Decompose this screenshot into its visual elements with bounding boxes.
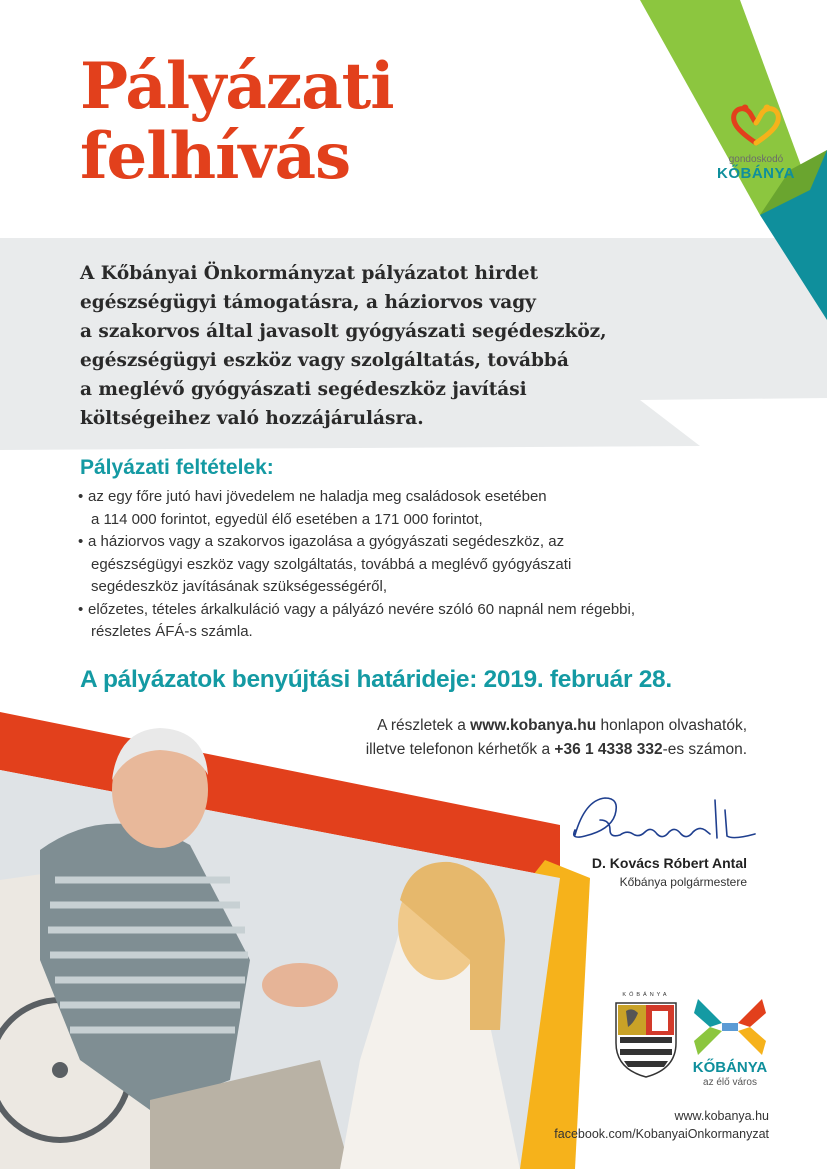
- logo-tagline: gondoskodó: [728, 154, 784, 165]
- conditions-heading: Pályázati feltételek:: [80, 456, 274, 479]
- intro-line: A Kőbányai Önkormányzat pályázatot hirdet: [80, 263, 539, 284]
- intro-line: a szakorvos által javasolt gyógyászati segédeszköz,: [80, 321, 607, 342]
- intro-line: egészségügyi eszköz vagy szolgáltatás, továbbá: [80, 350, 569, 371]
- city-logo-name: KŐBÁNYA: [692, 1059, 768, 1076]
- website-link[interactable]: www.kobanya.hu: [470, 717, 597, 734]
- title-line: felhívás: [80, 119, 351, 194]
- gondoskodo-kobanya-logo: [706, 103, 806, 182]
- signatory-title: Kőbánya polgármestere: [619, 875, 747, 889]
- phone-number[interactable]: +36 1 4338 332: [554, 741, 663, 758]
- website-link[interactable]: www.kobanya.hu: [674, 1109, 769, 1123]
- list-item: • az egy főre jutó havi jövedelem ne haladja meg családosok esetében a 114 000 forintot, egyedül élő esetében a 171 000 forintot,: [78, 486, 635, 531]
- intro-line: a meglévő gyógyászati segédeszköz javítási: [80, 379, 527, 400]
- conditions-list: [78, 486, 635, 644]
- details-text: A részletek a www.kobanya.hu honlapon olvashatók, illetve telefonon kérhetők a +36 1 4338 332-es számon.: [365, 717, 747, 758]
- two-hearts-icon: [728, 103, 784, 147]
- contact-info: [554, 1107, 769, 1143]
- signatory-name: D. Kovács Róbert Antal: [591, 855, 747, 871]
- intro-line: költségeihez való hozzájárulásra.: [80, 408, 424, 429]
- intro-line: egészségügyi támogatásra, a háziorvos vagy: [80, 292, 536, 313]
- handwritten-signature: [565, 790, 765, 850]
- kobanya-x-icon: [690, 995, 770, 1059]
- list-item: • előzetes, tételes árkalkuláció vagy a pályázó nevére szóló 60 napnál nem régebbi, részletes ÁFÁ-s számla.: [78, 599, 635, 644]
- facebook-link[interactable]: facebook.com/KobanyaiOnkormanyzat: [554, 1127, 769, 1141]
- page-title: [80, 49, 394, 194]
- title-line: Pályázati: [80, 49, 394, 124]
- crest-caption: KŐBÁNYA: [622, 992, 670, 998]
- coat-of-arms-icon: [612, 993, 680, 1079]
- kobanya-city-logo: [690, 995, 770, 1088]
- deadline-text: A pályázatok benyújtási határideje: 2019. február 28.: [80, 666, 672, 693]
- intro-paragraph: [80, 259, 640, 433]
- list-item: • a háziorvos vagy a szakorvos igazolása a gyógyászati segédeszköz, az egészségügyi eszköz vagy szolgáltatás, továbbá a meglévő gyógyászati segédeszköz javításának szükségességéről,: [78, 531, 635, 599]
- logo-name: KŐBÁNYA: [717, 165, 795, 182]
- city-logo-tagline: az élő város: [703, 1077, 757, 1088]
